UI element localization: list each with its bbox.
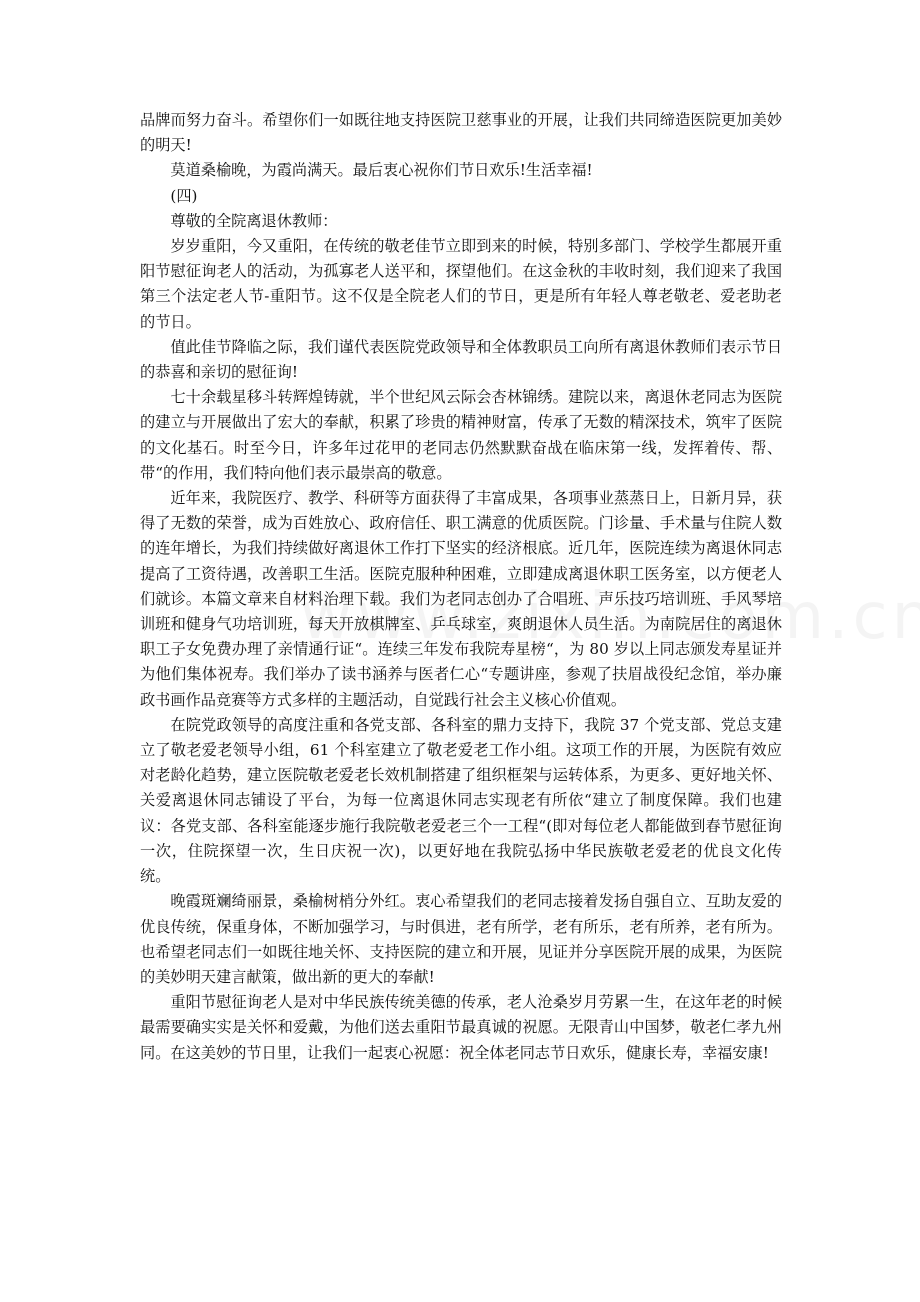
paragraph-10: 晚霞斑斓绮丽景，桑榆树梢分外红。衷心希望我们的老同志接着发扬自强自立、互助友爱的优良传统，保重身体，不断加强学习，与时俱进，老有所学，老有所乐，老有所养，老有所为。也希望老同志们一如既往地关怀、支持医院的建立和开展，见证并分享医院开展的成果，为医院的美妙明天建言献策，做出新的更大的奉献! xyxy=(140,892,782,986)
paragraph-9: 在院党政领导的高度注重和各党支部、各科室的鼎力支持下，我院 37 个党支部、党总支建立了敬老爱老领导小组，61 个科室建立了敬老爱老工作小组。这项工作的开展，为医院有效应对老龄化趋势，建立医院敬老爱老长效机制搭建了组织框架与运转体系，为更多、更好地关怀、关爱离退休同志铺设了平台，为每一位离退休同志实现老有所依“建立了制度保障。我们也建议：各党支部、各科室能逐步施行我院敬老爱老三个一工程“(即对每位老人都能做到春节慰征询一次，住院探望一次，生日庆祝一次)，以更好地在我院弘扬中华民族敬老爱老的优良文化传统。 xyxy=(140,715,782,886)
section-number: (四) xyxy=(170,186,198,205)
paragraph-11: 重阳节慰征询老人是对中华民族传统美德的传承，老人沧桑岁月劳累一生，在这年老的时候最需要确实实是关怀和爱戴，为他们送去重阳节最真诚的祝愿。无限青山中国梦，敬老仁孝九州同。在这美妙的节日里，让我们一起衷心祝愿：祝全体老同志节日欢乐，健康长寿，幸福安康! xyxy=(140,993,782,1062)
paragraph-7: 七十余载星移斗转辉煌铸就，半个世纪风云际会杏林锦绣。建院以来，离退休老同志为医院的建立与开展做出了宏大的奉献，积累了珍贵的精神财富，传承了无数的精深技术，筑牢了医院的文化基石。时至今日，许多年过花甲的老同志仍然默默奋战在临床第一线，发挥着传、帮、带“的作用，我们特向他们表示最崇高的敬意。 xyxy=(140,388,782,482)
paragraph-8: 近年来，我院医疗、教学、科研等方面获得了丰富成果，各项事业蒸蒸日上，日新月异，获得了无数的荣誉，成为百姓放心、政府信任、职工满意的优质医院。门诊量、手术量与住院人数的连年增长，为我们持续做好离退休工作打下坚实的经济根底。近几年，医院连续为离退休同志提高了工资待遇，改善职工生活。医院克服种种困难，立即建成离退休职工医务室，以方便老人们就诊。本篇文章来自材料治理下载。我们为老同志创办了合唱班、声乐技巧培训班、手风琴培训班和健身气功培训班，每天开放棋牌室、乒乓球室，爽朗退休人员生活。为南院居住的离退休职工子女免费办理了亲情通行证“。连续三年发布我院寿星榜“，为 80 岁以上同志颁发寿星证并为他们集体祝寿。我们举办了读书涵养与医者仁心“专题讲座，参观了扶眉战役纪念馆，举办廉政书画作品竞赛等方式多样的主题活动，自觉践行社会主义核心价值观。 xyxy=(140,489,782,709)
salutation: 尊敬的全院离退休教师： xyxy=(170,211,338,230)
document-body xyxy=(140,108,782,1066)
paragraph-6: 值此佳节降临之际，我们谨代表医院党政领导和全体教职员工向所有离退休教师们表示节日的恭喜和亲切的慰征询! xyxy=(140,337,782,382)
paragraph-5: 岁岁重阳，今又重阳，在传统的敬老佳节立即到来的时候，特别多部门、学校学生都展开重阳节慰征询老人的活动，为孤寡老人送平和，探望他们。在这金秋的丰收时刻，我们迎来了我国第三个法定老人节-重阳节。这不仅是全院老人们的节日，更是所有年轻人尊老敬老、爱老助老的节日。 xyxy=(140,237,782,331)
paragraph-2: 莫道桑榆晚，为霞尚满天。最后衷心祝你们节日欢乐!生活幸福! xyxy=(170,161,593,180)
paragraph-1: 品牌而努力奋斗。希望你们一如既往地支持医院卫慈事业的开展，让我们共同缔造医院更加美妙的明天! xyxy=(140,111,782,155)
